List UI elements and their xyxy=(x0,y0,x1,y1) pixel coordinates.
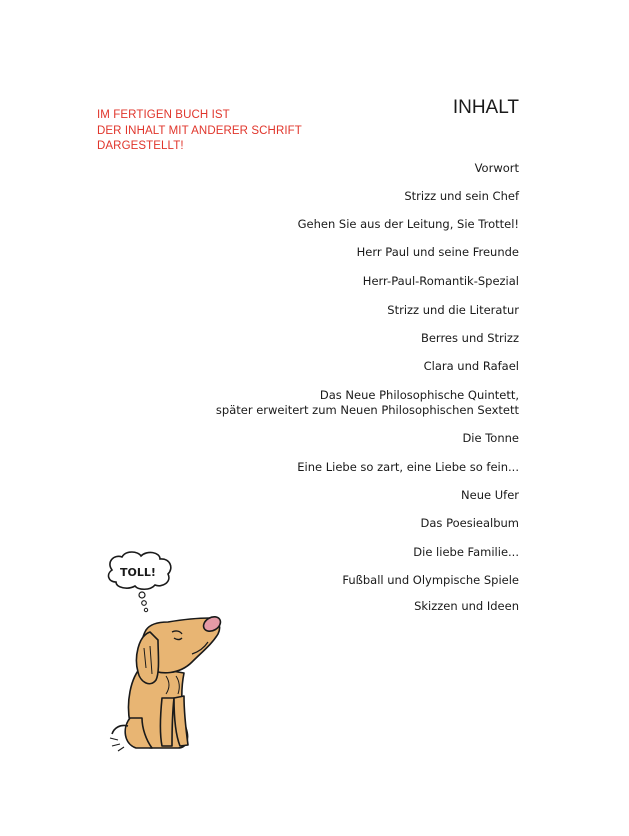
toc-item: später erweitert zum Neuen Philosophischen Sextett xyxy=(215,403,519,417)
toc-item: Herr-Paul-Romantik-Spezial xyxy=(362,274,519,288)
toc-item: Skizzen und Ideen xyxy=(414,599,519,613)
dog xyxy=(110,614,223,751)
toc-item: Neue Ufer xyxy=(461,488,519,502)
bubble-text: TOLL! xyxy=(120,566,156,579)
toc-item: Vorwort xyxy=(474,161,519,175)
dog-illustration xyxy=(100,548,230,758)
thought-bubble xyxy=(109,552,171,612)
toc-item: Berres und Strizz xyxy=(420,331,519,345)
toc-item: Die liebe Familie... xyxy=(413,545,519,559)
toc-item: Clara und Rafael xyxy=(423,359,519,373)
toc-item: Strizz und sein Chef xyxy=(404,189,519,203)
page-title: INHALT xyxy=(452,97,519,118)
toc-item: Gehen Sie aus der Leitung, Sie Trottel! xyxy=(297,217,519,231)
toc-item: Die Tonne xyxy=(462,431,519,445)
toc-item: Das Neue Philosophische Quintett, xyxy=(319,388,519,402)
toc-item: Eine Liebe so zart, eine Liebe so fein... xyxy=(297,460,519,474)
toc-item: Das Poesiealbum xyxy=(420,516,519,530)
print-note xyxy=(97,108,302,155)
print-note-line: DARGESTELLT! xyxy=(97,140,184,152)
toc-item: Fußball und Olympische Spiele xyxy=(342,573,519,587)
toc-item: Herr Paul und seine Freunde xyxy=(356,245,519,259)
print-note-line: DER INHALT MIT ANDERER SCHRIFT xyxy=(97,124,302,137)
print-note-line: IM FERTIGEN BUCH IST xyxy=(97,109,230,121)
toc-item: Strizz und die Literatur xyxy=(387,303,519,317)
